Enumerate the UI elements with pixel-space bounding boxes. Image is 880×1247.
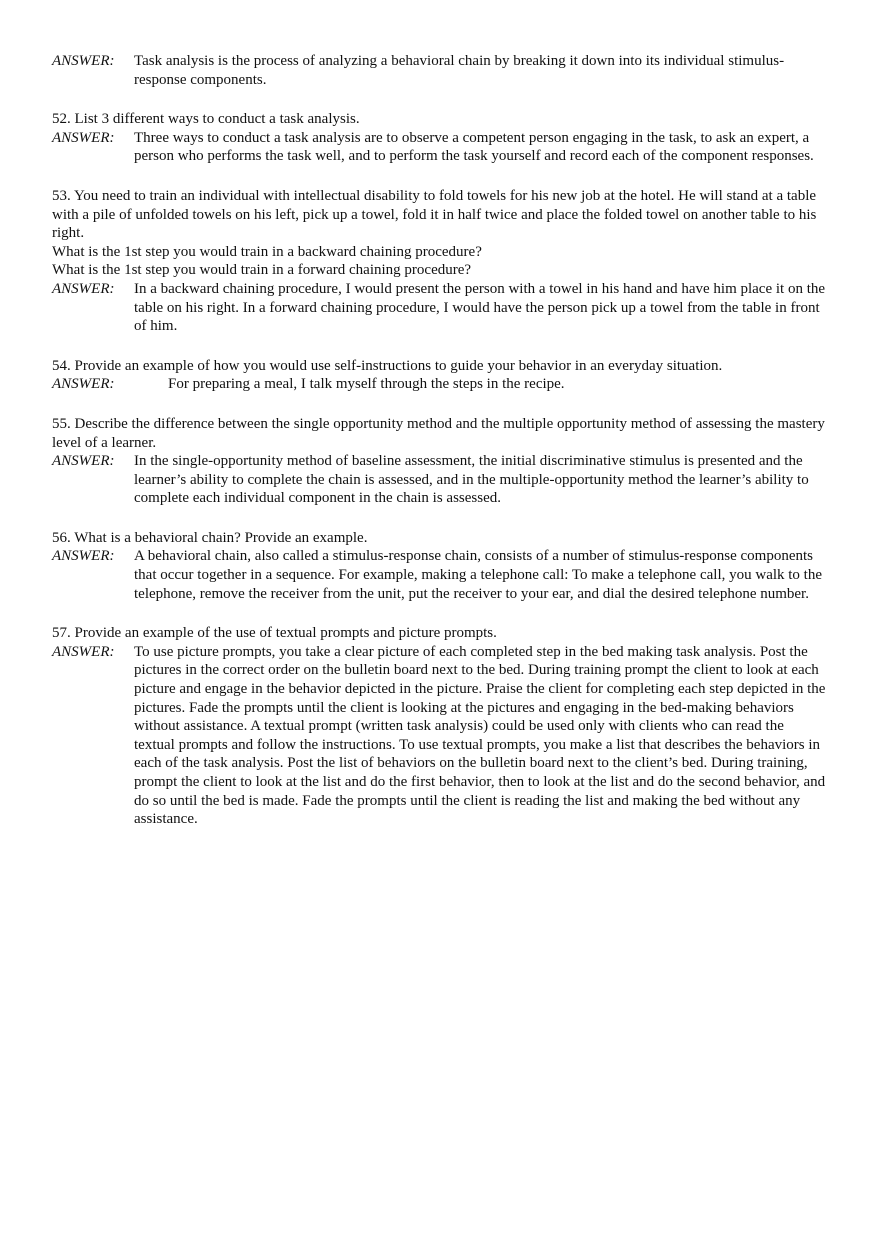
qa-block-55 <box>52 415 827 508</box>
question-54: 54. Provide an example of how you would use self-instructions to guide your behavior in an everyday situation. <box>52 357 723 374</box>
question-52: 52. List 3 different ways to conduct a task analysis. <box>52 111 360 128</box>
answer-51 <box>52 52 827 89</box>
answer-label: ANSWER: <box>52 643 115 660</box>
answer-57 <box>52 643 827 829</box>
answer-text-52: Three ways to conduct a task analysis are to observe a competent person engaging in the task, to ask an expert, a person who performs the task well, and to perform the task yourself and record each of the component responses. <box>134 129 814 165</box>
answer-text-53: In a backward chaining procedure, I would present the person with a towel in his hand and have him place it on the table on his right. In a forward chaining procedure, I would have the person pick up a towel from the table in front of him. <box>134 280 826 335</box>
qa-block-53 <box>52 187 827 336</box>
answer-text-55: In the single-opportunity method of baseline assessment, the initial discriminative stimulus is presented and the learner’s ability to complete the chain is assessed, and in the multiple-opportunity method the learner’s ability to complete each individual component in the chain is assessed. <box>134 453 809 507</box>
answer-text-56: A behavioral chain, also called a stimulus-response chain, consists of a number of stimulus-response components that occur together in a sequence. For example, making a telephone call: To make a telephone call, you walk to the telephone, remove the receiver from the unit, put the receiver to your ear, and dial the desired telephone number. <box>134 548 823 602</box>
question-56: 56. What is a behavioral chain? Provide an example. <box>52 529 368 546</box>
answer-text-51: Task analysis is the process of analyzing a behavioral chain by breaking it down into its individual stimulus-response components. <box>134 53 785 88</box>
answer-53 <box>52 280 827 336</box>
answer-56 <box>52 547 827 603</box>
answer-52 <box>52 129 827 166</box>
answer-label: ANSWER: <box>52 548 115 565</box>
question-53-forward: What is the 1st step you would train in a forward chaining procedure? <box>52 262 472 279</box>
question-55: 55. Describe the difference between the single opportunity method and the multiple opportunity method of assessing the mastery level of a learner. <box>52 415 825 451</box>
answer-label: ANSWER: <box>52 376 115 393</box>
qa-block-56 <box>52 529 827 603</box>
qa-block-52 <box>52 110 827 166</box>
answer-label: ANSWER: <box>52 53 115 69</box>
qa-block-51 <box>52 52 827 89</box>
qa-block-57 <box>52 624 827 829</box>
answer-label: ANSWER: <box>52 453 115 470</box>
answer-label: ANSWER: <box>52 129 115 146</box>
question-57: 57. Provide an example of the use of textual prompts and picture prompts. <box>52 625 497 642</box>
answer-label: ANSWER: <box>52 280 115 297</box>
answer-text-57: To use picture prompts, you take a clear picture of each completed step in the bed making task analysis. Post the pictures in the correct order on the bulletin board next to the bed. During training prompt the client to look at each picture and engage in the behavior depicted in the picture. Praise the client for completing each step depicted in the pictures. Fade the prompts until the client is looking at the pictures and engaging in the bed-making behaviors without assistance. A textual prompt (written task analysis) could be used only with clients who can read the textual prompts and follow the instructions. To use textual prompts, you make a list that describes the behaviors in each of the task analysis. Post the list of behaviors on the bulletin board next to the client’s bed. During training, prompt the client to look at the list and do the first behavior, then to look at the list and do the second behavior, and do so until the bed is made. Fade the prompts until the client is reading the list and making the bed without any assistance. <box>134 643 826 828</box>
qa-block-54 <box>52 357 827 394</box>
document-page <box>52 52 827 850</box>
question-53: 53. You need to train an individual with intellectual disability to fold towels for his new job at the hotel. He will stand at a table with a pile of unfolded towels on his left, pick up a towel, fold it in half twice and place the folded towel on another table to his right. <box>52 187 817 242</box>
answer-text-54: For preparing a meal, I talk myself through the steps in the recipe. <box>168 376 565 393</box>
answer-55 <box>52 452 827 508</box>
question-53-backward: What is the 1st step you would train in a backward chaining procedure? <box>52 243 482 260</box>
answer-54 <box>52 375 827 394</box>
